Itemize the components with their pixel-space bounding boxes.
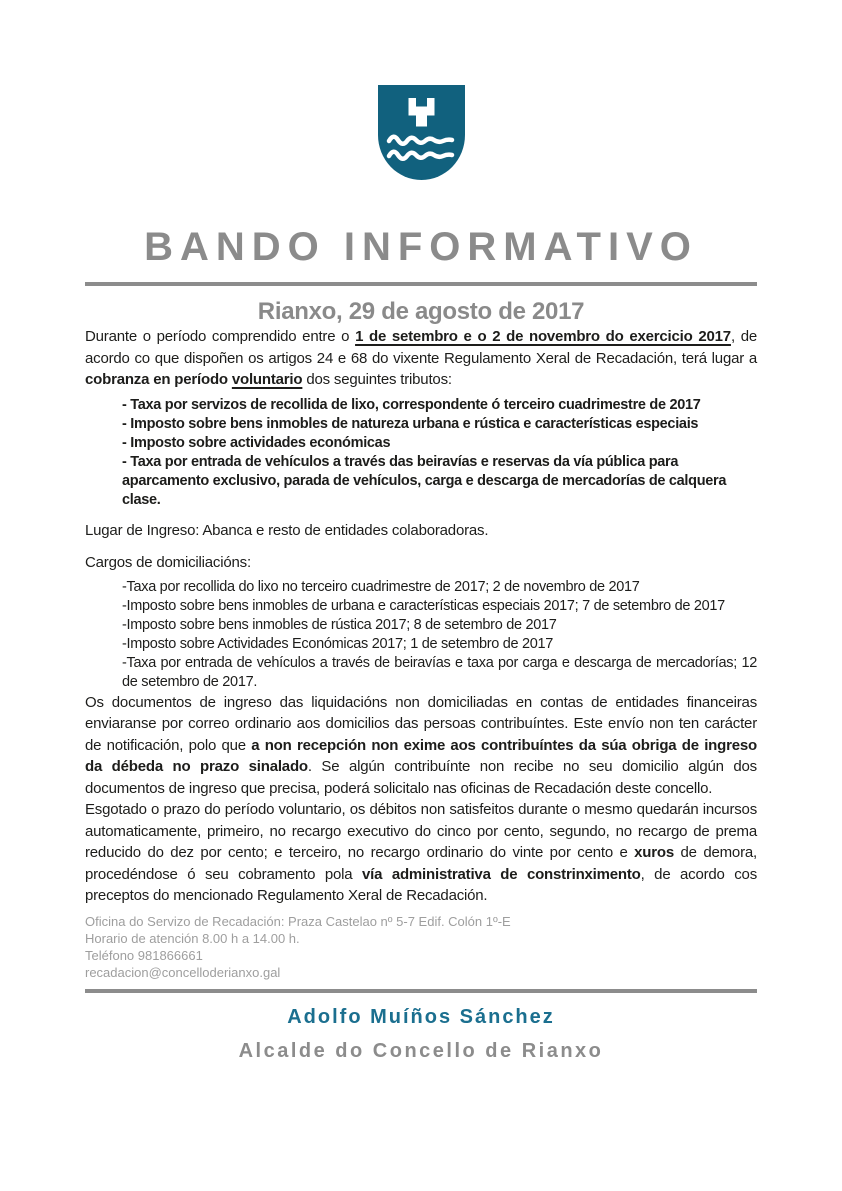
- intro-paragraph: [85, 326, 757, 391]
- text-segment: Esgotado o prazo do período voluntario, os débitos non satisfeitos durante o mesmo quedarán incursos automaticamente, primeiro, no recargo executivo do cinco por cento, segundo, no recargo de prema reducido do dez por cento; e terceiro, no recargo ordinario do vinte por cento e: [85, 801, 757, 861]
- contact-info-block: [85, 913, 757, 981]
- contact-hours-line: Horario de atención 8.00 h a 14.00 h.: [85, 930, 300, 946]
- text-segment: Durante o período comprendido entre o: [85, 328, 356, 345]
- payment-place-line: Lugar de Ingreso: Abanca e resto de entidades colaboradoras.: [85, 521, 489, 539]
- signature-role: Alcalde do Concello de Rianxo: [238, 1039, 604, 1062]
- tax-list-item: - Imposto sobre bens inmobles de natureza urbana e rústica e características especiais: [122, 415, 699, 432]
- debit-date-list-item: -Taxa por recollida do lixo no terceiro cuadrimestre de 2017; 2 de novembro de 2017: [122, 578, 640, 595]
- tax-list-item: - Taxa por servizos de recollida de lixo, correspondente ó terceiro cuadrimestre de 2017: [122, 396, 701, 413]
- crest-shield-shape: [378, 85, 465, 180]
- debit-date-list-item: -Imposto sobre bens inmobles de urbana e características especiais 2017; 7 de setembro de 2017: [122, 597, 725, 614]
- document-date: Rianxo, 29 de agosto de 2017: [257, 298, 585, 325]
- header-divider: [85, 282, 757, 286]
- rianxo-crest-icon: [378, 85, 465, 180]
- debit-date-list-item: -Imposto sobre Actividades Económicas 2017; 1 de setembro de 2017: [122, 635, 554, 652]
- tributos-list: [85, 396, 757, 510]
- direct-debit-heading: Cargos de domiciliacións:: [85, 553, 251, 571]
- contact-phone-line: Teléfono 981866661: [85, 947, 203, 963]
- text-segment: de demora, procedéndose ó seu cobramento pola: [85, 844, 757, 883]
- footer-divider: [85, 989, 757, 993]
- notification-paragraph: [85, 692, 757, 800]
- obligation-highlight: a non recepción non exime aos contribuíntes da súa obriga de ingreso da débeda no prazo sinalado: [85, 736, 757, 775]
- interest-highlight: xuros: [634, 844, 675, 861]
- document-body: [85, 326, 757, 981]
- direct-debit-list: [85, 578, 757, 692]
- enforcement-paragraph: [85, 799, 757, 907]
- contact-office-line: Oficina do Servizo de Recadación: Praza Castelao nº 5-7 Edif. Colón 1º-E: [85, 913, 511, 929]
- debit-date-list-item: -Taxa por entrada de vehículos a través de beiravías e taxa por carga e descarga de mercadorías; 12 de setembro de 2017.: [122, 654, 757, 690]
- text-segment: dos seguintes tributos:: [302, 371, 452, 388]
- text-segment: . Se algún contribuínte non recibe no seu domicilio algún dos documentos de ingreso que precisa, poderá solicitalo nas oficinas de Recadación deste concello.: [85, 758, 757, 797]
- text-segment: Os documentos de ingreso das liquidacións non domiciliadas en contas de entidades financeiras enviaranse por correo ordinario aos domicilios das persoas contribuíntes. Este envío non ten carácter de notificación, polo que: [85, 693, 757, 754]
- signature-name: Adolfo Muíños Sánchez: [287, 1005, 555, 1028]
- tax-list-item: - Taxa por entrada de vehículos a través das beiravías e reservas da vía pública para aparcamento exclusivo, parada de vehículos, carga e descarga de mercadorías de calquera clase.: [122, 453, 727, 508]
- text-segment-bold: cobranza en período: [85, 371, 232, 388]
- voluntary-period-highlight: voluntario: [231, 371, 303, 388]
- debit-date-list-item: -Imposto sobre bens inmobles de rústica 2017; 8 de setembro de 2017: [122, 616, 557, 633]
- text-segment: , de acordo co que dispoñen os artigos 24 e 68 do vixente Regulamento Xeral de Recadación, terá lugar a: [85, 328, 757, 367]
- tax-list-item: - Imposto sobre actividades económicas: [122, 434, 391, 451]
- document-title: BANDO INFORMATIVO: [144, 225, 698, 269]
- contact-email-line: recadacion@concelloderianxo.gal: [85, 964, 281, 980]
- administrative-route-highlight: vía administrativa de constrinximento: [362, 865, 641, 883]
- text-segment: , de acordo cos preceptos do mencionado Regulamento Xeral de Recadación.: [85, 865, 757, 904]
- collection-period-highlight: 1 de setembro e o 2 de novembro do exercicio 2017: [355, 328, 731, 345]
